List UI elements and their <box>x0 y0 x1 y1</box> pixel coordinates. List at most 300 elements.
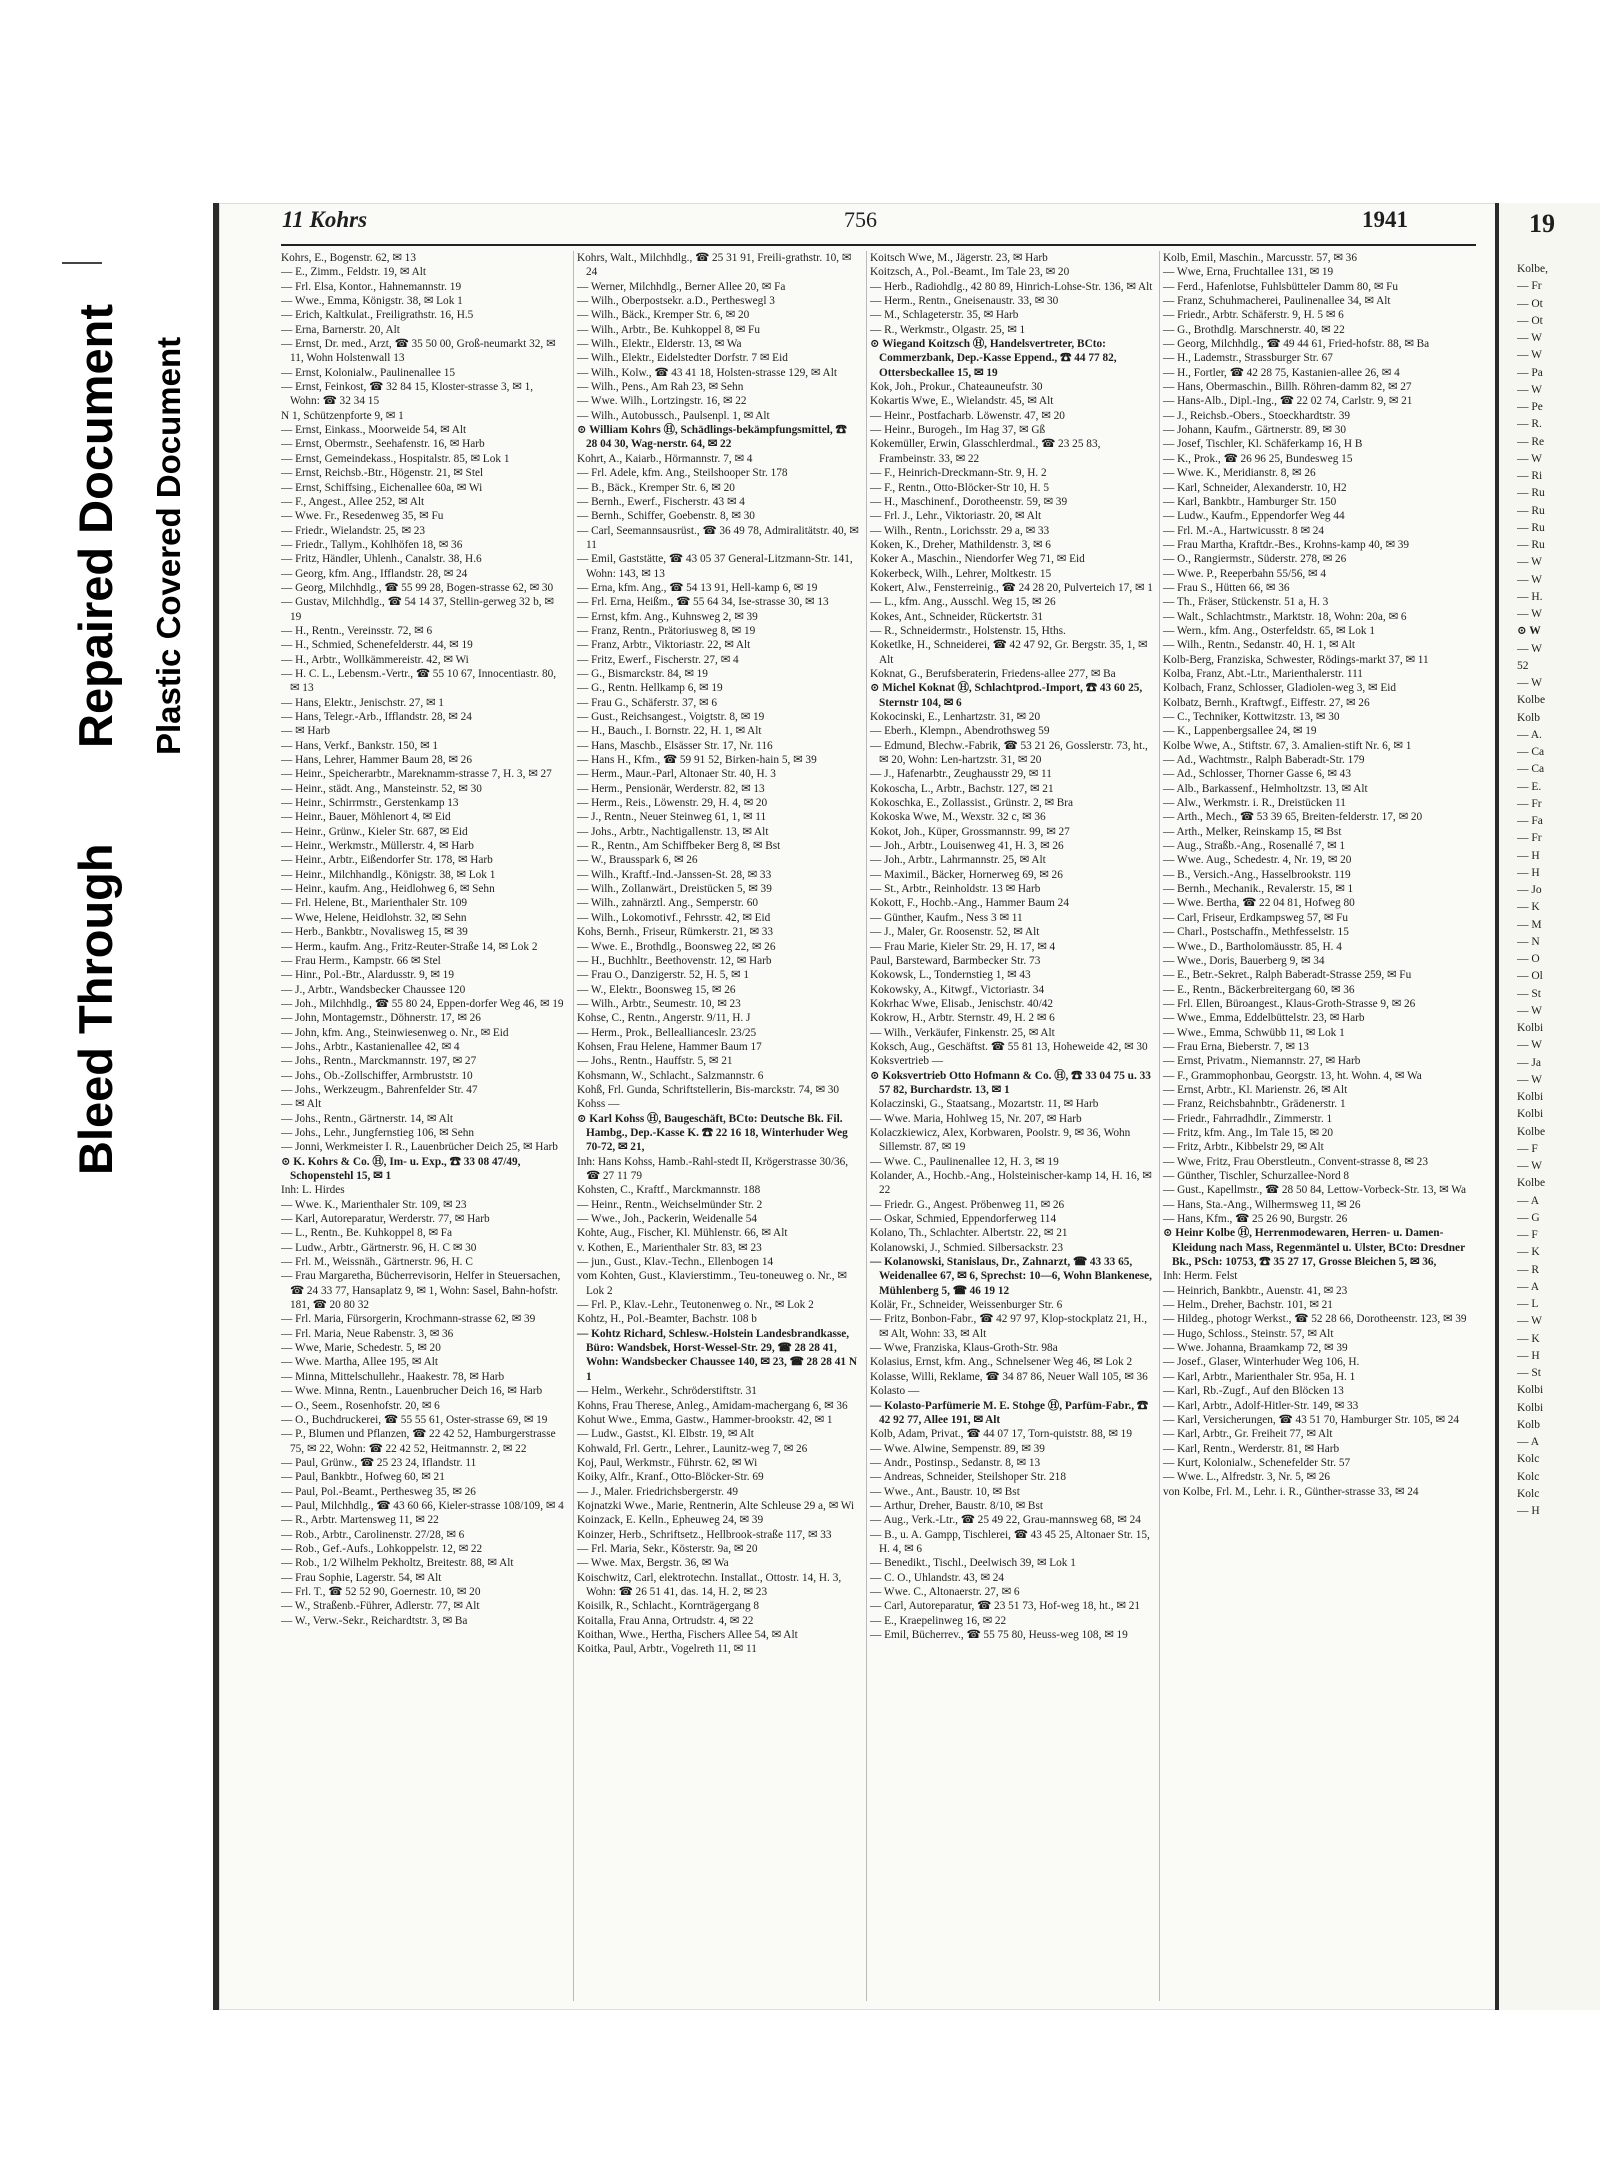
directory-entry: — Ernst, Kolonialw., Paulinenallee 15 <box>281 366 456 379</box>
directory-entry: Kolc <box>1517 1453 1540 1466</box>
directory-entry: — Wwe. Johanna, Braamkamp 72, ✉ 39 <box>1163 1342 1348 1355</box>
directory-entry: — Carl, Seemannsausrüst., ☎ 36 49 78, Admiralitätstr. 40, ✉ 11 <box>577 524 859 551</box>
directory-entry: — L., kfm. Ang., Ausschl. Weg 15, ✉ 26 <box>870 596 1056 609</box>
directory-entry: — Jonni, Werkmeister I. R., Lauenbrücher Deich 25, ✉ Harb <box>281 1141 558 1154</box>
directory-entry: Kokerbeck, Wilh., Lehrer, Moltkestr. 15 <box>870 567 1052 580</box>
directory-entry: — R., Schneidermstr., Holstenstr. 15, Hths. <box>870 624 1066 637</box>
directory-entry: — Karl, Arbtr., Marienthaler Str. 95a, H. 1 <box>1163 1370 1356 1383</box>
directory-entry: — E., Kraepelinweg 16, ✉ 22 <box>870 1614 1007 1627</box>
directory-entry: Kolasto — <box>870 1385 920 1398</box>
directory-entry: — Fritz, kfm. Ang., Im Tale 15, ✉ 20 <box>1163 1126 1334 1139</box>
directory-entry: ⊙ Koksvertrieb Otto Hofmann & Co. Ⓗ, ☎ 33 04 75 u. 33 57 82, Burchardstr. 13, ✉ 1 <box>870 1069 1151 1096</box>
directory-entry: — Frau Margaretha, Bücherrevisorin, Helfer in Steuersachen, ☎ 24 33 77, Hansaplatz 9, ✉ 1, Wohn: Sasel, Bahn-hofstr. 181, ☎ 20 80 32 <box>281 1270 561 1312</box>
directory-entry: — Wwe. P., Reeperbahn 55/56, ✉ 4 <box>1163 567 1326 580</box>
directory-entry: Kolanowski, J., Schmied. Silbersackstr. 23 <box>870 1241 1063 1254</box>
directory-entry: — C. O., Uhlandstr. 43, ✉ 24 <box>870 1571 1005 1584</box>
directory-entry: — Ludw., Arbtr., Gärtnerstr. 96, H. C ✉ 30 <box>281 1241 477 1254</box>
directory-entry: — Wilh., zahnärztl. Ang., Semperstr. 60 <box>577 897 758 910</box>
directory-entry: — Frl. Adele, kfm. Ang., Steilshooper Str. 178 <box>577 467 788 480</box>
directory-entry: Kokowsky, A., Kitwgf., Victoriastr. 34 <box>870 983 1045 996</box>
directory-entry: Kohwald, Frl. Gertr., Lehrer., Launitz-weg 7, ✉ 26 <box>577 1442 808 1455</box>
directory-entry: — Erna, Barnerstr. 20, Alt <box>281 323 400 336</box>
directory-entry: — M., Schlageterstr. 35, ✉ Harb <box>870 309 1019 322</box>
directory-entry: — Joh., Milchhdlg., ☎ 55 80 24, Eppen-dorfer Weg 46, ✉ 19 <box>281 997 564 1010</box>
directory-entry: — O., Buchdruckerei, ☎ 55 55 61, Oster-strasse 69, ✉ 19 <box>281 1413 548 1426</box>
directory-entry: — Wwe. Minna, Rentn., Lauenbrucher Deich 16, ✉ Harb <box>281 1385 543 1398</box>
directory-entry: — Maximil., Bäcker, Hornerweg 69, ✉ 26 <box>870 868 1063 881</box>
directory-entry: — Ernst, Reichsb.-Btr., Högenstr. 21, ✉ Stel <box>281 467 484 480</box>
directory-entry: — R., Werkmstr., Olgastr. 25, ✉ 1 <box>870 323 1026 336</box>
directory-entry: — Erna, kfm. Ang., ☎ 54 13 91, Hell-kamp 6, ✉ 19 <box>577 581 818 594</box>
directory-page <box>213 203 1504 2010</box>
directory-entry: — F., Heinrich-Dreckmann-Str. 9, H. 2 <box>870 467 1047 480</box>
directory-entry: — Ru <box>1517 521 1545 534</box>
directory-entry: — ✉ Alt <box>281 1098 322 1111</box>
directory-entry: — Wwe. Max, Bergstr. 36, ✉ Wa <box>577 1557 729 1570</box>
directory-entry: — Ad., Wachtmstr., Ralph Baberadt-Str. 179 <box>1163 754 1365 767</box>
directory-entry: — Karl, Rentn., Werderstr. 81, ✉ Harb <box>1163 1442 1340 1455</box>
year: 1941 <box>1362 207 1408 232</box>
directory-entry: Koketlke, H., Schneiderei, ☎ 42 47 92, Gr. Bergstr. 35, 1, ✉ Alt <box>870 639 1148 666</box>
directory-entry: Kolbe, <box>1517 263 1548 275</box>
directory-entry: Inh: Herm. Felst <box>1163 1270 1238 1283</box>
directory-entry: Kohß, Frl. Gunda, Schriftstellerin, Bis-marckstr. 74, ✉ 30 <box>577 1083 840 1096</box>
directory-entry: — Wilh., Arbtr., Be. Kuhkoppel 8, ✉ Fu <box>577 323 760 336</box>
directory-entry: — G <box>1517 1211 1540 1224</box>
directory-entry: Kolbi <box>1517 1022 1544 1034</box>
directory-entry: — Frl. Elsa, Kontor., Hahnemannstr. 19 <box>281 280 462 293</box>
directory-entry: — R. <box>1517 418 1542 431</box>
directory-entry: — H. <box>1517 590 1543 603</box>
directory-entry: — B., Bäck., Kremper Str. 6, ✉ 20 <box>577 481 735 494</box>
directory-entry: — Ri <box>1517 470 1543 482</box>
directory-entry: — H., Buchhltr., Beethovenstr. 12, ✉ Harb <box>577 954 772 967</box>
directory-entry: — Josef., Glaser, Winterhuder Weg 106, H. <box>1163 1356 1360 1369</box>
directory-entry: Kokes, Ant., Schneider, Rückertstr. 31 <box>870 610 1044 623</box>
directory-entry: — Wwe. Bertha, ☎ 22 04 81, Hofweg 80 <box>1163 897 1355 910</box>
directory-entry: Kokot, Joh., Küper, Grossmannstr. 99, ✉ 27 <box>870 825 1070 838</box>
directory-entry: — E., Rentn., Bäckerbreitergang 60, ✉ 36 <box>1163 983 1355 996</box>
directory-entry: Koitzsch, A., Pol.-Beamt., Im Tale 23, ✉ 20 <box>870 266 1070 279</box>
directory-entry: Kohse, C., Rentn., Angerstr. 9/11, H. J <box>577 1012 751 1025</box>
directory-entry: Koitka, Paul, Arbtr., Vogelreth 11, ✉ 11 <box>577 1643 757 1656</box>
directory-entry: — Friedr., Wielandstr. 25, ✉ 23 <box>281 524 426 537</box>
directory-entry: — Ru <box>1517 504 1545 517</box>
directory-entry: — Hans, Lehrer, Hammer Baum 28, ✉ 26 <box>281 754 472 767</box>
directory-entry: Koker A., Maschin., Niendorfer Weg 71, ✉ Eid <box>870 553 1085 566</box>
directory-entry: — F <box>1517 1229 1538 1241</box>
column-2 <box>573 251 860 2001</box>
directory-entry: Kolbi <box>1517 1091 1544 1103</box>
directory-entry: Kohte, Aug., Fischer, Kl. Mühlenstr. 66, ✉ Alt <box>577 1227 788 1240</box>
directory-entry: — John, kfm. Ang., Steinwiesenweg o. Nr., ✉ Eid <box>281 1026 509 1039</box>
directory-entry: Kokartis Wwe, E., Wielandstr. 45, ✉ Alt <box>870 395 1054 408</box>
directory-entry: — Frl. M., Weissnäh., Gärtnerstr. 96, H. C <box>281 1256 473 1269</box>
directory-entry: — Pe <box>1517 401 1543 413</box>
directory-entry: — H <box>1517 866 1540 879</box>
directory-entry: — Franz, Arbtr., Viktoriastr. 22, ✉ Alt <box>577 639 751 652</box>
directory-entry: — Ernst, Arbtr., Kl. Marienstr. 26, ✉ Alt <box>1163 1083 1348 1096</box>
directory-entry: — Kurt, Kolonialw., Schenefelder Str. 57 <box>1163 1456 1351 1469</box>
directory-entry: — Aug., Verk.-Ltr., ☎ 25 49 22, Grau-mannsweg 68, ✉ 24 <box>870 1514 1141 1527</box>
directory-entry: — Wwe. C., Altonaerstr. 27, ✉ 6 <box>870 1585 1020 1598</box>
directory-entry: — Wilh., Rentn., Lorichsstr. 29 a, ✉ 33 <box>870 524 1050 537</box>
directory-entry: — Ernst, Obermstr., Seehafenstr. 16, ✉ Harb <box>281 438 485 451</box>
directory-entry: — Ru <box>1517 487 1545 500</box>
directory-entry: Kolasius, Ernst, kfm. Ang., Schnelsener Weg 46, ✉ Lok 2 <box>870 1356 1133 1369</box>
directory-entry: Kolbatz, Bernh., Kraftwgf., Eiffestr. 27, ✉ 26 <box>1163 696 1370 709</box>
directory-entry: N 1, Schützenpforte 9, ✉ 1 <box>281 409 404 422</box>
directory-entry: Kokoska Wwe, M., Wexstr. 32 c, ✉ 36 <box>870 811 1046 824</box>
directory-entry: — W <box>1517 452 1543 465</box>
directory-entry: — Werner, Milchhdlg., Berner Allee 20, ✉ Fa <box>577 280 786 293</box>
directory-entry: Kolbi <box>1517 1401 1544 1414</box>
directory-entry: — A. <box>1517 728 1542 741</box>
directory-entry: Kohut Wwe., Emma, Gastw., Hammer-brookstr. 42, ✉ 1 <box>577 1413 833 1426</box>
directory-entry: — Joh., Arbtr., Lahrmannstr. 25, ✉ Alt <box>870 854 1046 867</box>
directory-entry: — Karl, Rb.-Zugf., Auf den Blöcken 13 <box>1163 1385 1344 1398</box>
directory-entry: — Wwe. K., Marienthaler Str. 109, ✉ 23 <box>281 1198 467 1211</box>
directory-entry: — Wwe., Emma, Königstr. 38, ✉ Lok 1 <box>281 295 463 308</box>
directory-entry: — Frau Erna, Bieberstr. 7, ✉ 13 <box>1163 1040 1309 1053</box>
directory-entry: — Günther, Kaufm., Ness 3 ✉ 11 <box>870 911 1023 924</box>
directory-entry: — R., Arbtr. Martensweg 11, ✉ 22 <box>281 1514 439 1527</box>
directory-entry: — Frau O., Danzigerstr. 52, H. 5, ✉ 1 <box>577 969 749 982</box>
directory-entry: Kolb, Adam, Privat., ☎ 44 07 17, Torn-quiststr. 88, ✉ 19 <box>870 1428 1132 1441</box>
directory-entry: — Wilh., Verkäufer, Finkenstr. 25, ✉ Alt <box>870 1026 1055 1039</box>
running-head-left: 11 Kohrs <box>282 207 368 232</box>
directory-entry: — Ca <box>1517 763 1545 776</box>
directory-entry: — Wilh., Lokomotivf., Fehrsstr. 42, ✉ Eid <box>577 911 771 924</box>
directory-entry: Kolbi <box>1517 1108 1544 1121</box>
directory-entry: Kok, Joh., Prokur., Chateauneufstr. 30 <box>870 381 1043 394</box>
directory-entry: Kohrs, E., Bogenstr. 62, ✉ 13 <box>281 252 416 264</box>
directory-entry: — Arthur, Dreher, Baustr. 8/10, ✉ Bst <box>870 1499 1043 1512</box>
directory-entry: — Joh., Arbtr., Louisenweg 41, H. 3, ✉ 26 <box>870 840 1064 853</box>
directory-entry: — Heinr., Speicherarbtr., Mareknamm-strasse 7, H. 3, ✉ 27 <box>281 768 552 781</box>
directory-entry: Koknat, G., Berufsberaterin, Friedens-allee 277, ✉ Ba <box>870 667 1116 680</box>
directory-entry: — H., Fortler, ☎ 42 28 75, Kastanien-allee 26, ✉ 4 <box>1163 366 1400 379</box>
directory-entry: — Heinr., Werkmstr., Müllerstr. 4, ✉ Harb <box>281 840 474 853</box>
directory-entry: — Friedr., Tallym., Kohlhöfen 18, ✉ 36 <box>281 538 463 551</box>
directory-entry: — Franz, Schuhmacherei, Paulinenallee 34, ✉ Alt <box>1163 295 1391 308</box>
directory-entry: — Herm., Rentn., Gneisenaustr. 33, ✉ 30 <box>870 295 1059 308</box>
directory-entry: — Wilh., Kolw., ☎ 43 41 18, Holsten-strasse 129, ✉ Alt <box>577 366 837 379</box>
directory-entry: Kolb <box>1517 1418 1540 1431</box>
directory-entry: — H. C. L., Lebensm.-Vertr., ☎ 55 10 67, Innocentiastr. 80, ✉ 13 <box>281 667 557 695</box>
directory-entry: — Carl, Friseur, Erdkampsweg 57, ✉ Fu <box>1163 911 1349 924</box>
directory-entry: — Paul, Grünw., ☎ 25 23 24, Iflandstr. 11 <box>281 1456 477 1469</box>
directory-entry: Kokrow, H., Arbtr. Sternstr. 49, H. 2 ✉ 6 <box>870 1012 1055 1025</box>
directory-entry: Kolano, Th., Schlachter. Albertstr. 22, ✉ 21 <box>870 1227 1068 1240</box>
directory-entry: Inh: Hans Kohss, Hamb.-Rahl-stedt II, Krögerstrasse 30/36, ☎ 27 11 79 <box>577 1155 849 1182</box>
directory-entry: — O <box>1517 953 1540 965</box>
directory-entry: — A <box>1517 1436 1540 1448</box>
directory-entry: — Wwe. Wilh., Lortzingstr. 16, ✉ 22 <box>577 395 747 408</box>
directory-entry: Kolc <box>1517 1487 1540 1500</box>
directory-entry: — Wwe. Aug., Schedestr. 4, Nr. 19, ✉ 20 <box>1163 854 1352 867</box>
directory-entry: — H <box>1517 849 1540 862</box>
directory-entry: — Fritz, Ewerf., Fischerstr. 27, ✉ 4 <box>577 653 739 666</box>
directory-entry: — Wilh., Autobussch., Paulsenpl. 1, ✉ Alt <box>577 409 770 422</box>
directory-entry: Kolbach, Franz, Schlosser, Gladiolen-weg 3, ✉ Eid <box>1163 682 1397 695</box>
directory-entry: — H., Maschinenf., Dorotheenstr. 59, ✉ 39 <box>870 495 1068 508</box>
directory-entry: — Fritz, Händler, Uhlenh., Canalstr. 38, H.6 <box>281 553 482 566</box>
column-3 <box>866 251 1153 2001</box>
directory-entry: — K <box>1517 1332 1540 1345</box>
directory-entry: — Pa <box>1517 366 1543 379</box>
directory-entry: — Hans, Telegr.-Arb., Ifflandstr. 28, ✉ 24 <box>281 711 472 723</box>
directory-entry: — Th., Fräser, Stückenstr. 51 a, H. 3 <box>1163 596 1329 609</box>
directory-entry: — Alw., Werkmstr. i. R., Dreistücken 11 <box>1163 797 1346 810</box>
directory-entry: — W <box>1517 1004 1543 1017</box>
directory-entry: — Frau Marie, Kieler Str. 29, H. 17, ✉ 4 <box>870 940 1056 953</box>
directory-entry: — Ru <box>1517 539 1545 551</box>
directory-entry: — H <box>1517 1349 1540 1362</box>
directory-entry: — Hans, Elektr., Jenischstr. 27, ✉ 1 <box>281 696 444 709</box>
directory-entry: — Helm., Dreher, Bachstr. 101, ✉ 21 <box>1163 1299 1333 1312</box>
directory-entry: — Wwe., Joh., Packerin, Weidenalle 54 <box>577 1213 758 1226</box>
directory-entry: — Ferd., Hafenlotse, Fuhlsbütteler Damm 80, ✉ Fu <box>1163 280 1399 293</box>
directory-entry: — E., Betr.-Sekret., Ralph Baberadt-Strasse 259, ✉ Fu <box>1163 969 1412 982</box>
page-number: 756 <box>844 207 877 232</box>
directory-entry: — Emil, Gaststätte, ☎ 43 05 37 General-Litzmann-Str. 141, Wohn: 143, ✉ 13 <box>577 553 853 580</box>
directory-entry: — Ernst, Schiffsing., Eichenallee 60a, ✉ Wi <box>281 481 483 494</box>
directory-entry: — Franz, Rentn., Prätoriusweg 8, ✉ 19 <box>577 624 756 637</box>
directory-entry: — H <box>1517 1505 1540 1517</box>
directory-entry: — Frau Herm., Kampstr. 66 ✉ Stel <box>281 954 441 967</box>
directory-entry: — Heinr., Postfacharb. Löwenstr. 47, ✉ 20 <box>870 409 1065 422</box>
directory-entry: — Ludw., Gastst., Kl. Elbstr. 19, ✉ Alt <box>577 1428 754 1441</box>
directory-entry: Koken, K., Dreher, Mathildenstr. 3, ✉ 6 <box>870 538 1051 551</box>
directory-entry: Kolb <box>1517 711 1540 724</box>
directory-entry: — W <box>1517 1315 1543 1328</box>
directory-entry: ⊙ W <box>1517 625 1541 638</box>
directory-entry: — Josef, Tischler, Kl. Schäferkamp 16, H B <box>1163 438 1363 451</box>
directory-entry: — Johs., Rentn., Hauffstr. 5, ✉ 21 <box>577 1055 733 1068</box>
directory-entry: — Frl. Maria, Fürsorgerin, Krochmann-strasse 62, ✉ 39 <box>281 1313 536 1326</box>
directory-entry: — Friedr., Fahrradhdlr., Zimmerstr. 1 <box>1163 1112 1333 1125</box>
directory-entry: — Herm., kaufm. Ang., Fritz-Reuter-Straße 14, ✉ Lok 2 <box>281 940 538 953</box>
directory-entry: — Andr., Postinsp., Sedanstr. 8, ✉ 13 <box>870 1456 1041 1469</box>
directory-entry: — Carl, Autoreparatur, ☎ 23 51 73, Hof-weg 18, ht., ✉ 21 <box>870 1600 1140 1613</box>
directory-entry: Koiky, Alfr., Kranf., Otto-Blöcker-Str. 69 <box>577 1471 764 1484</box>
directory-entry: — St <box>1517 1367 1541 1379</box>
side-label-bleed: Bleed Through <box>69 843 122 1175</box>
directory-entry: — C., Techniker, Kottwitzstr. 13, ✉ 30 <box>1163 711 1340 723</box>
directory-entry: — Herb., Radiohdlg., 42 80 89, Hinrich-Lohse-Str. 136, ✉ Alt <box>870 280 1153 293</box>
directory-entry: — Wwe., D., Bartholomäusstr. 85, H. 4 <box>1163 940 1342 953</box>
directory-entry: — Fritz, Arbtr., Kibbelstr 29, ✉ Alt <box>1163 1141 1324 1154</box>
directory-entry: Kohss — <box>577 1098 620 1111</box>
directory-entry: Kokrhac Wwe, Elisab., Jenischstr. 40/42 <box>870 997 1054 1010</box>
directory-entry: Koitsch Wwe, M., Jägerstr. 23, ✉ Harb <box>870 252 1048 264</box>
directory-entry: Kokott, F., Hochb.-Ang., Hammer Baum 24 <box>870 897 1069 910</box>
directory-entry: — Helm., Werkehr., Schröderstiftstr. 31 <box>577 1385 757 1398</box>
directory-entry: — Frl. M.-A., Hartwicusstr. 8 ✉ 24 <box>1163 524 1325 537</box>
directory-entry: — Bernh., Schiffer, Goebenstr. 8, ✉ 30 <box>577 510 755 523</box>
directory-entry: — H., Lademstr., Strassburger Str. 67 <box>1163 352 1333 365</box>
directory-entry: — Erich, Kaltkulat., Freiligrathstr. 16, H.5 <box>281 309 474 322</box>
directory-entry: — Minna, Mittelschullehr., Haakestr. 78, ✉ Harb <box>281 1370 505 1383</box>
directory-entry: Koj, Paul, Werkmstr., Führstr. 62, ✉ Wi <box>577 1456 758 1469</box>
directory-entry: — Karl, Arbtr., Adolf-Hitler-Str. 149, ✉ 33 <box>1163 1399 1359 1412</box>
directory-entry: Koitalla, Frau Anna, Ortrudstr. 4, ✉ 22 <box>577 1614 754 1627</box>
directory-entry: Kokoscha, L., Arbtr., Bachstr. 127, ✉ 21 <box>870 782 1054 795</box>
directory-entry: — W., Brausspark 6, ✉ 26 <box>577 854 698 867</box>
directory-entry: — K., Prok., ☎ 26 96 25, Bundesweg 15 <box>1163 452 1353 465</box>
directory-entry: Inh: L. Hirdes <box>281 1184 345 1197</box>
directory-entry: Kolb-Berg, Franziska, Schwester, Rödings-markt 37, ✉ 11 <box>1163 653 1429 666</box>
directory-entry: Kohsten, C., Kraftf., Marckmannstr. 188 <box>577 1184 761 1197</box>
directory-entry: — Wwe. E., Brothdlg., Boonsweg 22, ✉ 26 <box>577 940 776 953</box>
directory-entry: — Frau S., Hütten 66, ✉ 36 <box>1163 581 1290 594</box>
directory-entry: — P., Blumen und Pflanzen, ☎ 22 42 52, Hamburgerstrasse 75, ✉ 22, Wohn: ☎ 22 42 52, Heitmannstr. 2, ✉ 22 <box>281 1428 556 1455</box>
directory-entry: — Fr <box>1517 280 1542 293</box>
directory-entry: — Wilh., Bäck., Kremper Str. 6, ✉ 20 <box>577 309 750 322</box>
directory-entry: — B., Versich.-Ang., Hasselbrookstr. 119 <box>1163 868 1351 881</box>
directory-entry: — W <box>1517 573 1543 586</box>
directory-entry: Kohns, Frau Therese, Anleg., Amidam-machergang 6, ✉ 36 <box>577 1399 848 1412</box>
directory-entry: — Edmund, Blechw.-Fabrik, ☎ 53 21 26, Gosslerstr. 73, ht., ✉ 20, Wohn: Len-hartzstr. 31, ✉ 20 <box>870 739 1148 767</box>
directory-entry: Kolbe Wwe, A., Stiftstr. 67, 3. Amalien-stift Nr. 6, ✉ 1 <box>1163 739 1412 752</box>
directory-entry: Kojnatzki Wwe., Marie, Rentnerin, Alte Schleuse 29 a, ✉ Wi <box>577 1499 855 1512</box>
directory-entry: — W <box>1517 642 1543 655</box>
directory-entry: — J., Rentn., Neuer Steinweg 61, 1, ✉ 11 <box>577 811 767 824</box>
directory-entry: — jun., Gust., Klav.-Techn., Ellenbogen 14 <box>577 1256 774 1269</box>
directory-entry: — Frau Sophie, Lagerstr. 54, ✉ Alt <box>281 1571 442 1584</box>
directory-entry: Kolaczinski, G., Staatsang., Mozartstr. 11, ✉ Harb <box>870 1098 1099 1111</box>
directory-entry: — G., Brothdlg. Marschnerstr. 40, ✉ 22 <box>1163 323 1345 336</box>
directory-entry: — F <box>1517 1142 1538 1155</box>
divider <box>62 262 102 264</box>
directory-entry: — W <box>1517 332 1543 344</box>
directory-entry: — Oskar, Schmied, Eppendorferweg 114 <box>870 1213 1057 1226</box>
directory-entry: ⊙ Karl Kohss Ⓗ, Baugeschäft, BCto: Deutsche Bk. Fil. Hambg., Dep.-Kasse K. ☎ 22 16 18, Winterhuder Weg 70-72, ✉ 21, <box>577 1112 848 1154</box>
directory-entry: Kolbe <box>1517 1177 1546 1190</box>
directory-entry: Koksvertrieb — <box>870 1055 944 1068</box>
directory-entry: — Ernst, Dr. med., Arzt, ☎ 35 50 00, Groß-neumarkt 32, ✉ 11, Wohn Holstenwall 13 <box>281 338 556 365</box>
directory-entry: — Hildeg., photogr Werkst., ☎ 52 28 66, Dorotheenstr. 123, ✉ 39 <box>1163 1313 1467 1326</box>
directory-entry: — Ca <box>1517 746 1545 758</box>
directory-entry: — H., Schmied, Schenefelderstr. 44, ✉ 19 <box>281 639 473 652</box>
directory-entry: ⊙ Heinr Kolbe Ⓗ, Herrenmodewaren, Herren- u. Damen-Kleidung nach Mass, Regenmäntel u. Ulster, BCto: Dresdner Bk., PSch: 10753, ☎ 35 27 17, Grosse Bleichen 5, ✉ 36, <box>1163 1227 1465 1269</box>
directory-entry: — R <box>1517 1263 1540 1276</box>
directory-entry: — Wwe, Erna, Fruchtallee 131, ✉ 19 <box>1163 266 1334 279</box>
directory-entry: — A <box>1517 1280 1540 1293</box>
directory-entry: — Bernh., Mechanik., Revalerstr. 15, ✉ 1 <box>1163 883 1354 896</box>
directory-entry: — Ernst, Privatm., Niemannstr. 27, ✉ Harb <box>1163 1055 1361 1068</box>
directory-entry: — Wilh., Pens., Am Rah 23, ✉ Sehn <box>577 381 744 394</box>
directory-entry: — W <box>1517 556 1543 569</box>
directory-entry: — W <box>1517 1160 1543 1172</box>
directory-entry: — Herm., Pensionär, Werderstr. 82, ✉ 13 <box>577 782 765 795</box>
directory-entry: — W., Elektr., Boonsweg 15, ✉ 26 <box>577 983 736 996</box>
directory-entry: — Wwe. Fr., Resedenweg 35, ✉ Fu <box>281 510 444 523</box>
directory-entry: — F., Angest., Allee 252, ✉ Alt <box>281 495 425 508</box>
directory-entry: — Karl, Bankbtr., Hamburger Str. 150 <box>1163 495 1337 508</box>
directory-entry: Kohrt, A., Kaiarb., Hörmannstr. 7, ✉ 4 <box>577 452 753 465</box>
directory-entry: — Charl., Postschaffn., Methfesselstr. 15 <box>1163 926 1349 939</box>
directory-entry: — Gust., Reichsangest., Voigtstr. 8, ✉ 19 <box>577 711 765 723</box>
directory-entry: Kokowsk, L., Tondernstieg 1, ✉ 43 <box>870 969 1031 982</box>
directory-entry: — Hans H., Kfm., ☎ 59 91 52, Birken-hain 5, ✉ 39 <box>577 754 817 767</box>
directory-entry: Kohrs, Walt., Milchhdlg., ☎ 25 31 91, Freili-grathstr. 10, ✉ 24 <box>577 252 852 279</box>
directory-entry: 52 <box>1517 659 1529 672</box>
directory-entry: — Arth., Mech., ☎ 53 39 65, Breiten-felderstr. 17, ✉ 20 <box>1163 811 1423 824</box>
directory-entry: — Wilh., Elektr., Elderstr. 13, ✉ Wa <box>577 338 742 351</box>
directory-entry: — Wilh., Arbtr., Seumestr. 10, ✉ 23 <box>577 997 741 1010</box>
directory-entry: — Heinr., städt. Ang., Mansteinstr. 52, ✉ 30 <box>281 782 482 795</box>
column-1 <box>281 251 564 2001</box>
directory-entry: — Ot <box>1517 314 1543 327</box>
directory-entry: — Hans, Verkf., Bankstr. 150, ✉ 1 <box>281 739 439 752</box>
directory-entry: Kolba, Franz, Abt.-Ltr., Marienthalerstr. 111 <box>1163 667 1363 680</box>
directory-entry: — H., Rentn., Vereinsstr. 72, ✉ 6 <box>281 624 433 637</box>
directory-entry: — W <box>1517 349 1543 362</box>
directory-entry: — Jo <box>1517 884 1542 896</box>
column-4 <box>1159 251 1473 2001</box>
directory-entry: — Hinr., Pol.-Btr., Alardusstr. 9, ✉ 19 <box>281 969 454 982</box>
directory-entry: — Hans, Kfm., ☎ 25 26 90, Burgstr. 26 <box>1163 1213 1348 1226</box>
facing-page-lines <box>1517 261 1600 1520</box>
directory-entry: — Heinr., Schirrmstr., Gerstenkamp 13 <box>281 797 459 810</box>
directory-entry: ⊙ William Kohrs Ⓗ, Schädlings-bekämpfungsmittel, ☎ 28 04 30, Wag-nerstr. 64, ✉ 22 <box>577 424 847 451</box>
directory-entry: ⊙ Michel Koknat Ⓗ, Schlachtprod.-Import, ☎ 43 60 25, Sternstr 104, ✉ 6 <box>870 682 1143 709</box>
directory-entry: Koinzer, Herb., Schriftsetz., Hellbrook-straße 117, ✉ 33 <box>577 1528 832 1541</box>
directory-entry: — Karl, Autoreparatur, Werderstr. 77, ✉ Harb <box>281 1213 490 1226</box>
directory-entry: — Frl. Helene, Bt., Marienthaler Str. 109 <box>281 897 468 910</box>
directory-entry: — Georg, Milchhdlg., ☎ 55 99 28, Bogen-strasse 62, ✉ 30 <box>281 581 554 594</box>
directory-entry: Kolander, A., Hochb.-Ang., Holsteinischer-kamp 14, H. 16, ✉ 22 <box>870 1170 1152 1197</box>
directory-entry: — Franz, Reichsbahnbtr., Grädenerstr. 1 <box>1163 1098 1346 1111</box>
directory-entry: — Gustav, Milchhdlg., ☎ 54 14 37, Stellin-gerweg 32 b, ✉ 19 <box>281 596 554 623</box>
directory-entry: Kokert, Alw., Fensterreinig., ☎ 24 28 20, Pulverteich 17, ✉ 1 <box>870 581 1153 594</box>
directory-entry: — Wwe, Fritz, Frau Oberstleutn., Convent-strasse 8, ✉ 23 <box>1163 1155 1428 1168</box>
directory-entry: vom Kohten, Gust., Klavierstimm., Teu-toneuweg o. Nr., ✉ Lok 2 <box>577 1270 847 1297</box>
directory-entry: — Georg, Milchhdlg., ☎ 49 44 61, Fried-hofstr. 88, ✉ Ba <box>1163 338 1430 351</box>
directory-entry: — J., Maler, Gr. Roosenstr. 52, ✉ Alt <box>870 926 1040 939</box>
directory-entry: — Hugo, Schloss., Steinstr. 57, ✉ Alt <box>1163 1327 1334 1340</box>
directory-entry: — Frl. Ellen, Büroangest., Klaus-Groth-Strasse 9, ✉ 26 <box>1163 997 1416 1010</box>
directory-entry: — J., Maler. Friedrichsbergerstr. 49 <box>577 1485 739 1498</box>
directory-entry: — G., Bismarckstr. 84, ✉ 19 <box>577 667 708 680</box>
directory-entry: — Wwe. K., Meridianstr. 8, ✉ 26 <box>1163 467 1316 480</box>
directory-entry: Koischwitz, Carl, elektrotechn. Installat., Ottostr. 14, H. 3, Wohn: ☎ 26 51 41, das. 14, H. 2, ✉ 23 <box>577 1571 842 1598</box>
directory-entry: — Frau G., Schäferstr. 37, ✉ 6 <box>577 696 717 709</box>
directory-entry: — Heinr., Grünw., Kieler Str. 687, ✉ Eid <box>281 825 468 838</box>
directory-entry: — Kolasto-Parfümerie M. E. Stohge Ⓗ, Parfüm-Fabr., ☎ 42 92 77, Allee 191, ✉ Alt <box>870 1399 1149 1426</box>
directory-entry: — W <box>1517 1073 1543 1086</box>
directory-entry: Kohtz, H., Pol.-Beamter, Bachstr. 108 b <box>577 1313 757 1326</box>
directory-entry: ⊙ K. Kohrs & Co. Ⓗ, Im- u. Exp., ☎ 33 08 47/49, Schopenstehl 15, ✉ 1 <box>281 1155 521 1182</box>
directory-entry: — Frl. T., ☎ 52 52 90, Goernestr. 10, ✉ 20 <box>281 1585 481 1598</box>
directory-entry: — Emil, Bücherrev., ☎ 55 75 80, Heuss-weg 108, ✉ 19 <box>870 1629 1128 1641</box>
directory-entry: — W <box>1517 608 1543 620</box>
directory-entry: — Paul, Milchhdlg., ☎ 43 60 66, Kieler-strasse 108/109, ✉ 4 <box>281 1499 564 1512</box>
directory-entry: Paul, Barsteward, Barmbecker Str. 73 <box>870 954 1041 967</box>
directory-entry: — Heinr., Milchhandlg., Königstr. 38, ✉ Lok 1 <box>281 868 496 881</box>
directory-entry: — Wwe., Ant., Baustr. 10, ✉ Bst <box>870 1485 1020 1498</box>
directory-entry: Kolc <box>1517 1470 1540 1483</box>
directory-entry: — Paul, Bankbtr., Hofweg 60, ✉ 21 <box>281 1471 445 1484</box>
directory-entry: — Hans, Maschb., Elsässer Str. 17, Nr. 116 <box>577 739 773 752</box>
directory-entry: — Heinr., Rentn., Weichselmünder Str. 2 <box>577 1198 763 1211</box>
directory-entry: — Johs., Werkzeugm., Bahrenfelder Str. 47 <box>281 1083 478 1096</box>
directory-entry: — Wilh., Oberpostsekr. a.D., Pertheswegl 3 <box>577 295 775 308</box>
directory-entry: — Johs., Ob.-Zollschiffer, Armbruststr. 10 <box>281 1069 473 1082</box>
directory-entry: — Frl. Maria, Sekr., Kösterstr. 9a, ✉ 20 <box>577 1542 758 1555</box>
